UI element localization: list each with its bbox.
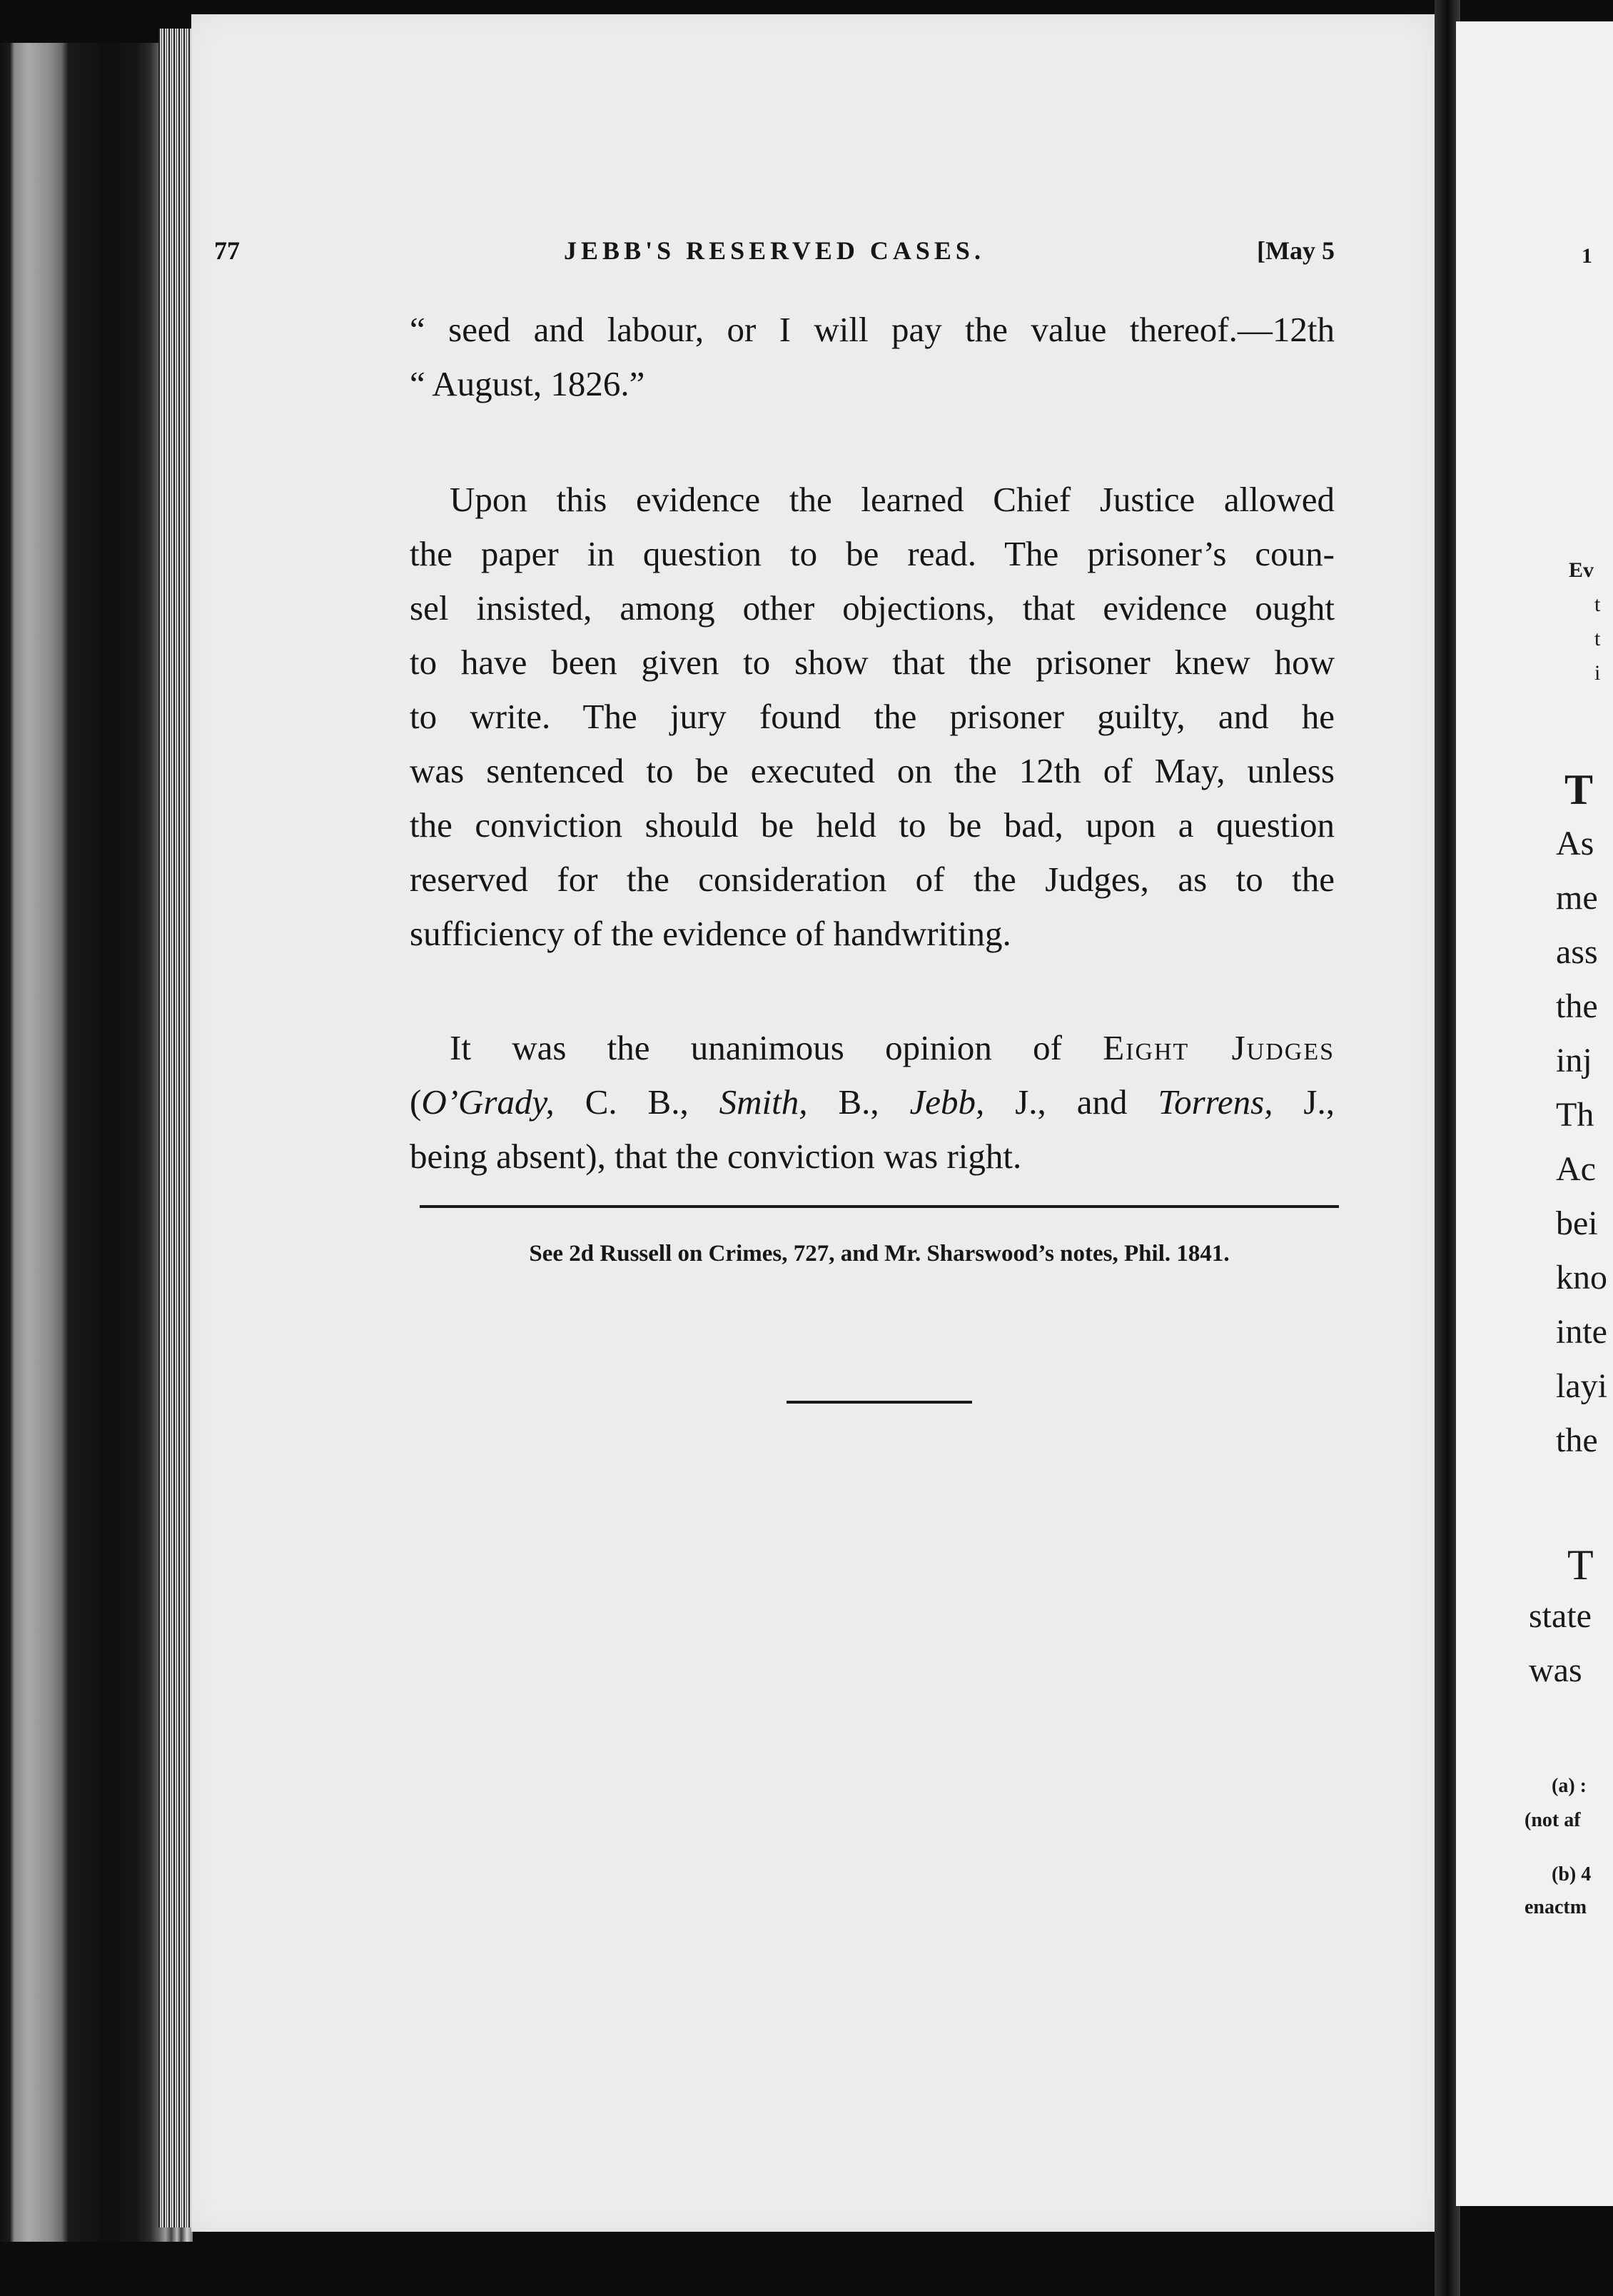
judge-name: O’Grady, [421,1082,555,1122]
facing-line: me [1556,879,1598,917]
text-line: sel insisted, among other objections, that evidence ought [410,588,1335,628]
running-head [214,236,1335,271]
text-line: to write. The jury found the prisoner guilty, and he [410,697,1335,736]
text-line: was sentenced to be executed on the 12th of May, unless [410,751,1335,790]
footnote-rule [420,1205,1339,1208]
facing-line: was [1529,1651,1582,1689]
text-run: C. B., [554,1082,719,1122]
facing-line: Ac [1556,1150,1596,1188]
facing-note: (b) 4 [1552,1863,1592,1885]
facing-side-label: Ev [1569,558,1594,582]
facing-line: inj [1556,1042,1592,1079]
facing-note: (a) : [1552,1775,1587,1797]
facing-side-line: t [1594,627,1601,650]
page-number: 77 [214,236,240,265]
facing-line: state [1529,1597,1592,1635]
text-run: It was the unanimous opinion of [450,1028,1103,1067]
text-run: J., [1273,1082,1335,1122]
text-line: the paper in question to be read. The prisoner’s coun- [410,534,1335,573]
facing-line: bei [1556,1204,1598,1242]
running-date: [May 5 [1257,236,1335,265]
end-rule [787,1401,972,1404]
facing-line: the [1556,987,1598,1025]
text-run: ( [410,1082,422,1122]
facing-line: the [1556,1421,1598,1459]
facing-side-line: t [1594,593,1601,616]
text-line [410,1021,1335,1075]
facing-line: kno [1556,1259,1607,1296]
text-line: the conviction should be held to be bad, upon a question [410,805,1335,845]
facing-line: T [1567,1541,1594,1588]
paragraph-quote-end [410,303,1335,411]
text-line [410,1075,1335,1129]
text-line: reserved for the consideration of the Judges, as to the [410,860,1335,899]
paragraph-opinion [410,1021,1335,1184]
facing-side-line: i [1594,661,1601,685]
facing-line: T [1564,766,1594,813]
facing-line: inte [1556,1313,1607,1351]
page-edge-lines [158,29,193,2227]
running-title: JEBB'S RESERVED CASES. [564,236,985,265]
judge-name: Jebb, [909,1082,985,1122]
judge-name: Smith, [719,1082,808,1122]
text-line: “ August, 1826.” [410,364,645,403]
paragraph-evidence [410,473,1335,961]
text-run: B., [807,1082,910,1122]
facing-line: ass [1556,933,1598,971]
facing-line: Th [1556,1096,1594,1134]
text-line: Upon this evidence the learned Chief Justice allowed [450,480,1335,519]
facing-line: As [1556,825,1594,862]
facing-line: layi [1556,1367,1607,1405]
facing-head: 1 [1582,244,1592,268]
text-run: J., and [984,1082,1158,1122]
footnote: See 2d Russell on Crimes, 727, and Mr. Sharswood’s notes, Phil. 1841. [529,1241,1230,1267]
text-line: to have been given to show that the prisoner knew how [410,643,1335,682]
text-line: “ seed and labour, or I will pay the value thereof.—12th [410,310,1335,349]
facing-note: enactm [1524,1896,1587,1918]
small-caps-judges: Eight Judges [1103,1028,1335,1067]
facing-note: (not af [1524,1809,1581,1831]
text-line: sufficiency of the evidence of handwriting. [410,914,1011,953]
judge-name: Torrens, [1158,1082,1273,1122]
facing-page [1456,21,1613,2206]
text-line: being absent), that the conviction was right. [410,1137,1022,1176]
